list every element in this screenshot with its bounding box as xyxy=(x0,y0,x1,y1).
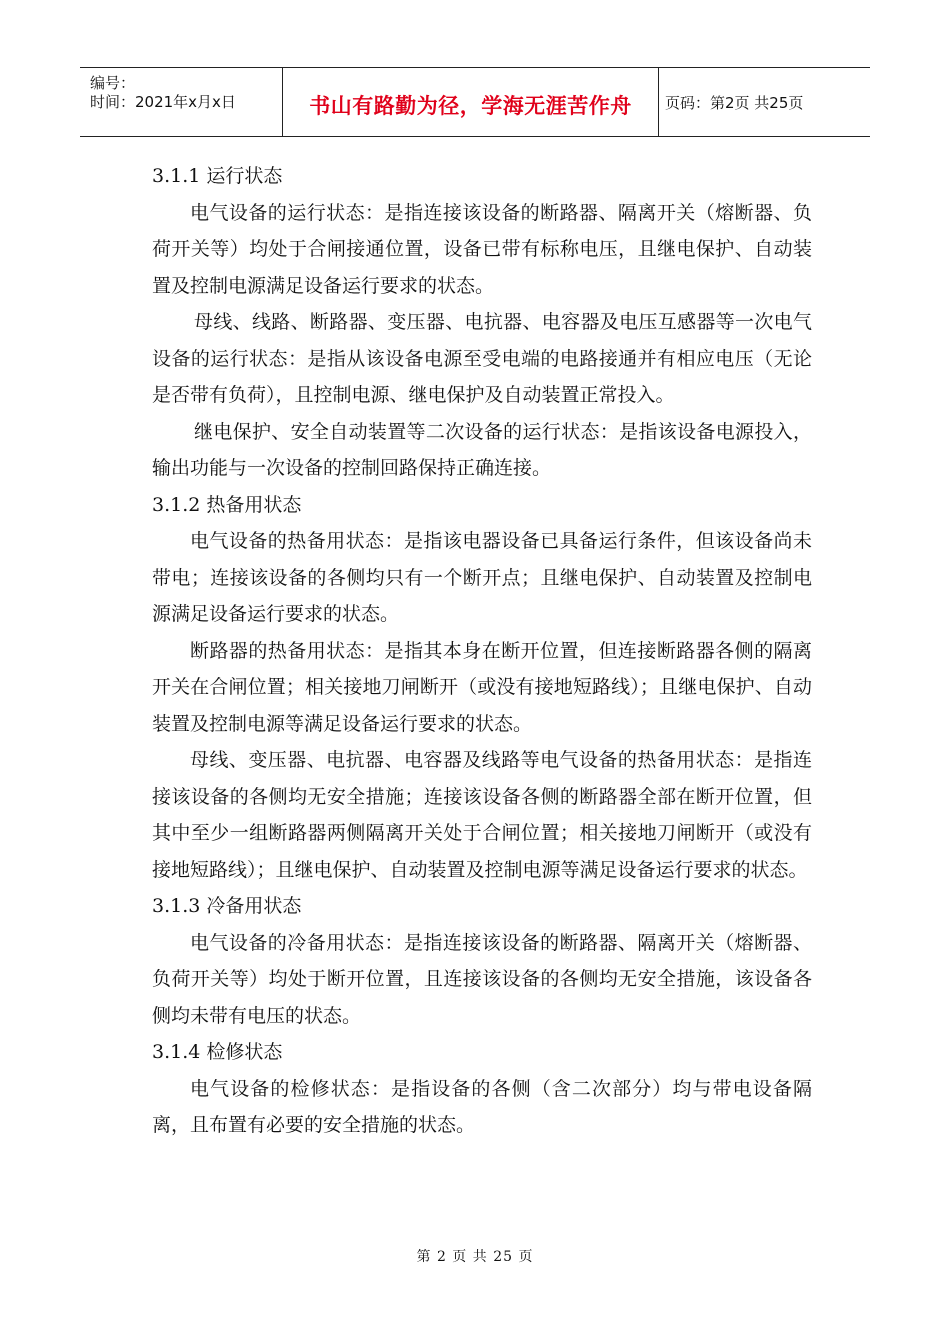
paragraph: 继电保护、安全自动装置等二次设备的运行状态：是指该设备电源投入，输出功能与一次设备的控制回路保持正确连接。 xyxy=(152,420,812,479)
paragraph: 电气设备的运行状态：是指连接该设备的断路器、隔离开关（熔断器、负荷开关等）均处于合闸接通位置，设备已带有标称电压，且继电保护、自动装置及控制电源满足设备运行要求的状态。 xyxy=(152,201,812,297)
document-body xyxy=(152,158,812,1144)
paragraph: 电气设备的冷备用状态：是指连接该设备的断路器、隔离开关（熔断器、负荷开关等）均处于断开位置，且连接该设备的各侧均无安全措施，该设备各侧均未带有电压的状态。 xyxy=(152,931,812,1027)
paragraph: 母线、线路、断路器、变压器、电抗器、电容器及电压互感器等一次电气设备的运行状态：是指从该设备电源至受电端的电路接通并有相应电压（无论是否带有负荷），且控制电源、继电保护及自动装置正常投入。 xyxy=(152,311,812,406)
header-meta-cell xyxy=(80,68,283,136)
section-title: 3.1.4 检修状态 xyxy=(152,1041,283,1063)
page-footer: 第 2 页 共 25 页 xyxy=(416,1249,534,1265)
paragraph: 断路器的热备用状态：是指其本身在断开位置，但连接断路器各侧的隔离开关在合闸位置；相关接地刀闸断开（或没有接地短路线）；且继电保护、自动装置及控制电源等满足设备运行要求的状态。 xyxy=(152,639,812,735)
page-header xyxy=(80,67,870,137)
section-title: 3.1.1 运行状态 xyxy=(152,165,283,187)
document-date-label: 时间：2021年x月x日 xyxy=(90,93,236,111)
paragraph: 母线、变压器、电抗器、电容器及线路等电气设备的热备用状态：是指连接该设备的各侧均无安全措施；连接该设备各侧的断路器全部在断开位置，但其中至少一组断路器两侧隔离开关处于合闸位置；相关接地刀闸断开（或没有接地短路线）；且继电保护、自动装置及控制电源等满足设备运行要求的状态。 xyxy=(152,749,812,881)
paragraph: 电气设备的热备用状态：是指该电器设备已具备运行条件，但该设备尚未带电；连接该设备的各侧均只有一个断开点；且继电保护、自动装置及控制电源满足设备运行要求的状态。 xyxy=(152,530,812,625)
paragraph: 电气设备的检修状态：是指设备的各侧（含二次部分）均与带电设备隔离，且布置有必要的安全措施的状态。 xyxy=(152,1077,812,1136)
section-title: 3.1.3 冷备用状态 xyxy=(152,895,302,917)
section-title: 3.1.2 热备用状态 xyxy=(152,493,302,516)
document-number-label: 编号： xyxy=(90,74,136,92)
header-motto: 书山有路勤为径，学海无涯苦作舟 xyxy=(309,94,632,118)
header-motto-cell xyxy=(283,68,659,136)
header-page-info: 页码：第2页 共25页 xyxy=(665,94,804,112)
